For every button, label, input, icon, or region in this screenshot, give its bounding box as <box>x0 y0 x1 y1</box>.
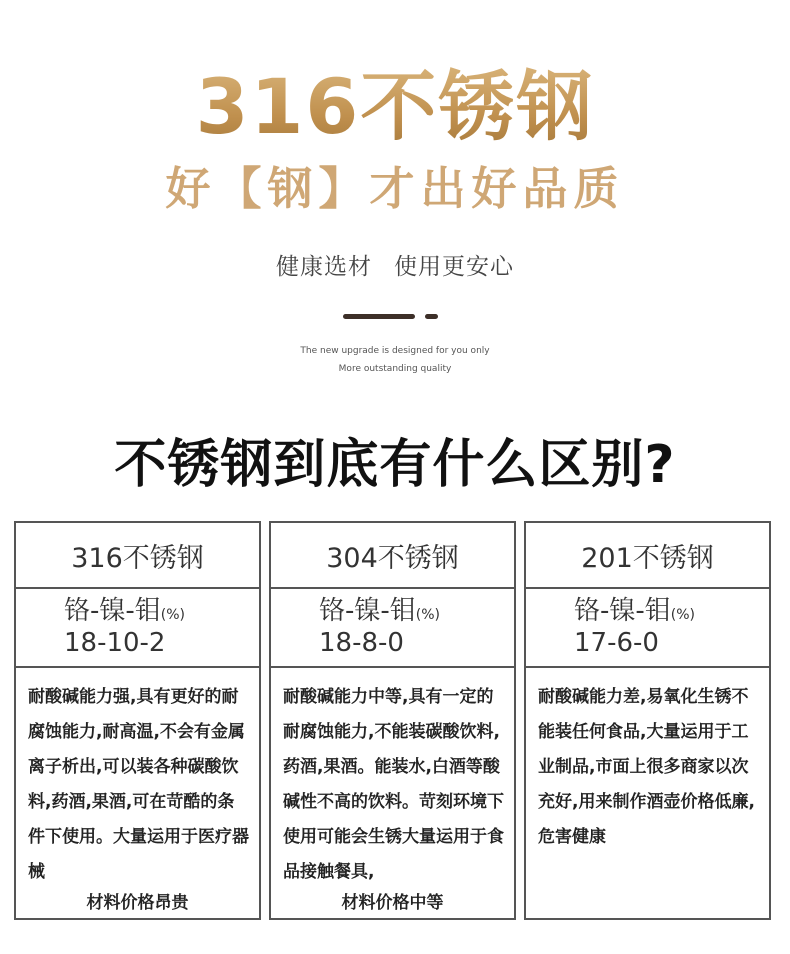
composition-ratio: 18-8-0 <box>319 628 404 658</box>
description-text: 耐酸碱能力差,易氧化生锈不能装任何食品,大量运用于工业制品,市面上很多商家以次充好,用来制作酒壶价格低廉,危害健康 <box>538 687 755 847</box>
tagline-part-1: 健康选材 <box>276 254 372 280</box>
column-316 <box>14 521 261 920</box>
composition-cell <box>271 589 514 668</box>
composition-label: 铬-镍-钼 <box>64 596 161 626</box>
description-cell <box>526 668 769 918</box>
hero-title: 316不锈钢 <box>0 62 790 152</box>
price-note: 材料价格昂贵 <box>86 893 189 913</box>
composition-cell <box>526 589 769 668</box>
composition-unit: (%) <box>415 607 440 623</box>
description-cell <box>16 668 259 918</box>
description-cell <box>271 668 514 918</box>
english-line-1: The new upgrade is designed for you only <box>300 346 490 356</box>
composition-cell <box>16 589 259 668</box>
steel-grade-name: 316不锈钢 <box>16 523 259 589</box>
steel-grade-name: 304不锈钢 <box>271 523 514 589</box>
composition-ratio: 18-10-2 <box>64 628 166 658</box>
composition-label: 铬-镍-钼 <box>319 596 416 626</box>
description-text: 耐酸碱能力中等,具有一定的耐腐蚀能力,不能装碳酸饮料,药酒,果酒。能装水,白酒等酸碱性不高的饮料。苛刻环境下使用可能会生锈大量运用于食品接触餐具, <box>283 687 504 882</box>
column-201 <box>524 521 771 920</box>
composition-unit: (%) <box>670 607 695 623</box>
steel-grade-name: 201不锈钢 <box>526 523 769 589</box>
composition-label: 铬-镍-钼 <box>574 596 671 626</box>
description-text: 耐酸碱能力强,具有更好的耐腐蚀能力,耐高温,不会有金属离子析出,可以装各种碳酸饮料,药酒,果酒,可在苛酷的条件下使用。大量运用于医疗器械 <box>28 687 249 882</box>
english-line-2: More outstanding quality <box>338 364 452 374</box>
divider-long <box>343 314 415 319</box>
section-question: 不锈钢到底有什么区别? <box>114 435 676 495</box>
price-note: 材料价格中等 <box>341 893 444 913</box>
composition-unit: (%) <box>160 607 185 623</box>
column-304 <box>269 521 516 920</box>
composition-ratio: 17-6-0 <box>574 628 659 658</box>
tagline <box>0 252 790 282</box>
comparison-table <box>14 521 771 920</box>
hero-subtitle: 好【钢】才出好品质 <box>165 162 625 215</box>
divider-short <box>425 314 438 319</box>
tagline-part-2: 使用更安心 <box>394 254 514 280</box>
